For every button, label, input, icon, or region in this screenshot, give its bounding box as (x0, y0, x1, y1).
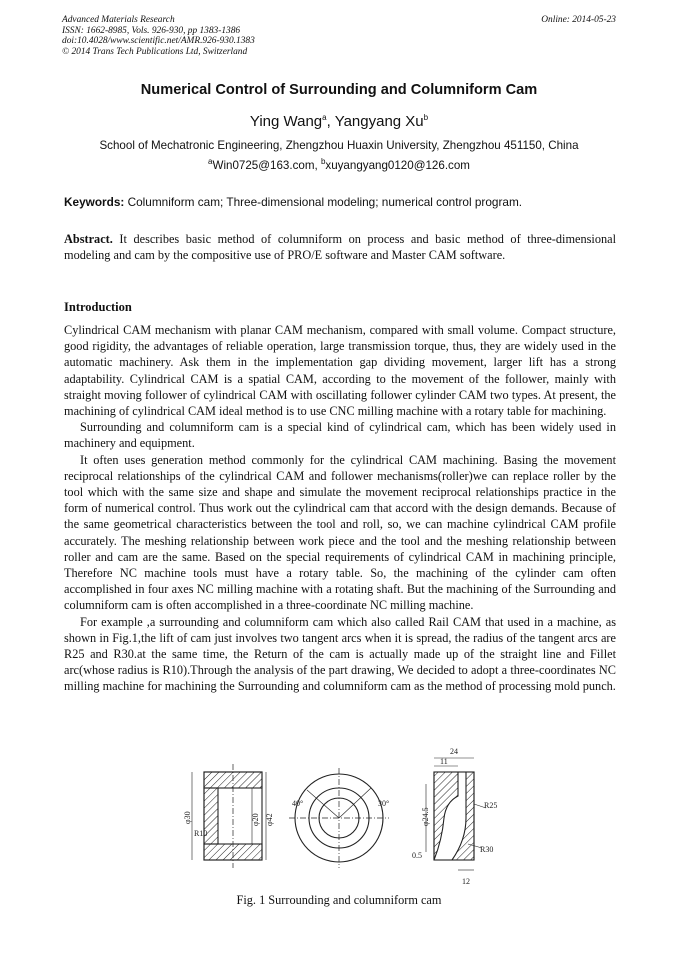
online-date: Online: 2014-05-23 (541, 15, 616, 25)
label-r30: R30 (480, 845, 494, 854)
paragraph: It often uses generation method commonly for the cylindrical CAM machining. Basing the movement reciprocal relationships of the cylindrical CAM and follower mechanisms(roller)we can replace roller by the tool which with the same size and shape and simulate the movement reciprocal relationships practice in the form of numerical control. Thus work out the cylindrical cam that accord with the design demands. Because of the same geometrical characteristics between the tool and roll, so, we can machine cylindrical CAM profile accurately. The meshing relationship between work piece and the tool and the meshing relationship between roller and cam are the same. Based on the special requirements of cylindrical CAM in machining principle, Therefore NC machine tools must have a rotary table. So, the machining of the cylinder cam often accomplished in four axes NC milling machine with a rotating shaft. But the machining of the Surrounding and columniform cam is often accomplished in a three-coordinate NC milling machine. (64, 452, 616, 613)
label-r25: R25 (484, 801, 498, 810)
issn-line: ISSN: 1662-8985, Vols. 926-930, pp 1383-1386 (62, 25, 241, 36)
paragraph: For example ,a surrounding and columniform cam which also called Rail CAM that used in a machine, as shown in Fig.1,the lift of cam just involves two tangent arcs when it is spread, the radius of the tangent arcs are R25 and R30.at the same time, the Return of the cam is actually made up of the straight line and Fillet arc(whose radius is R10).Through the analysis of the part drawing, We decided to adopt a three-coordinates NC milling machine for machining the Surrounding and columniform cam as the method of processing mold punch. (64, 614, 616, 694)
label-r10: R10 (194, 829, 208, 838)
label-a40: 40° (292, 799, 304, 808)
journal-name: Advanced Materials Research (62, 15, 175, 25)
paper-title: Numerical Control of Surrounding and Columniform Cam (140, 82, 538, 98)
abstract-text: It describes basic method of columniform on process and basic method of three-dimensional modeling and cam by the compositive use of PRO/E software and Master CAM software. (64, 232, 616, 263)
introduction-body (64, 322, 616, 695)
journal-header (62, 15, 616, 57)
label-a30: 30° (378, 799, 390, 808)
copyright-line: © 2014 Trans Tech Publications Ltd, Switzerland (62, 46, 248, 57)
top-view-middle (289, 768, 389, 868)
label-h05: 0.5 (412, 851, 422, 860)
keywords-label: Keywords: (64, 195, 125, 209)
section-heading-introduction: Introduction (64, 300, 132, 314)
label-w11: 11 (440, 757, 448, 766)
author-2: Yangyang Xu (334, 113, 424, 130)
paragraph: Cylindrical CAM mechanism with planar CAM mechanism, compared with small volume. Compact structure, good rigidity, the advantages of reliable operation, large transmission torque, thus, they are widely used in the automatic machinery. Ask them in the implementation gap dividing movement, larger lift has a strong adaptability. Cylindrical CAM is a spatial CAM, according to the movement of the follower, mainly with straight moving follower of cylindrical CAM with oscillating follower cylinder CAM two types. At present, the machining of cylindrical CAM ideal method is to use CNC milling machine with a rotary table for machining. (64, 323, 616, 419)
author-line (0, 113, 678, 130)
author-1-sup: a (322, 113, 327, 122)
section-view-right (426, 758, 486, 870)
email-2: xuyangyang0120@126.com (325, 159, 470, 172)
affiliation: School of Mechatronic Engineering, Zhengzhou Huaxin University, Zhengzhou 451150, China (99, 139, 579, 152)
author-2-sup: b (423, 113, 429, 122)
keywords (64, 195, 616, 209)
abstract-label: Abstract. (64, 232, 113, 246)
label-w12: 12 (462, 877, 470, 886)
label-d245: φ24.5 (421, 807, 430, 826)
doi-line: doi:10.4028/www.scientific.net/AMR.926-930.1383 (62, 36, 255, 47)
figure-1-cam-drawing (176, 744, 502, 892)
cam-engineering-drawing (176, 744, 502, 892)
label-d42: φ42 (265, 813, 274, 826)
label-d30: φ30 (183, 811, 192, 824)
paragraph: Surrounding and columniform cam is a special kind of cylindrical cam, which has been widely used in machinery and equipment. (64, 420, 616, 451)
author-separator: , (326, 113, 335, 130)
figure-caption: Fig. 1 Surrounding and columniform cam (236, 893, 442, 907)
label-d20: φ20 (251, 813, 260, 826)
author-1: Ying Wang (249, 113, 323, 130)
email-1-sup: a (208, 157, 213, 167)
label-w24: 24 (450, 747, 458, 756)
email-1: Win0725@163.com, (212, 159, 321, 172)
email-line (0, 159, 678, 172)
abstract (64, 231, 616, 263)
email-2-sup: b (320, 157, 326, 167)
keywords-text: Columniform cam; Three-dimensional modeling; numerical control program. (124, 195, 523, 209)
